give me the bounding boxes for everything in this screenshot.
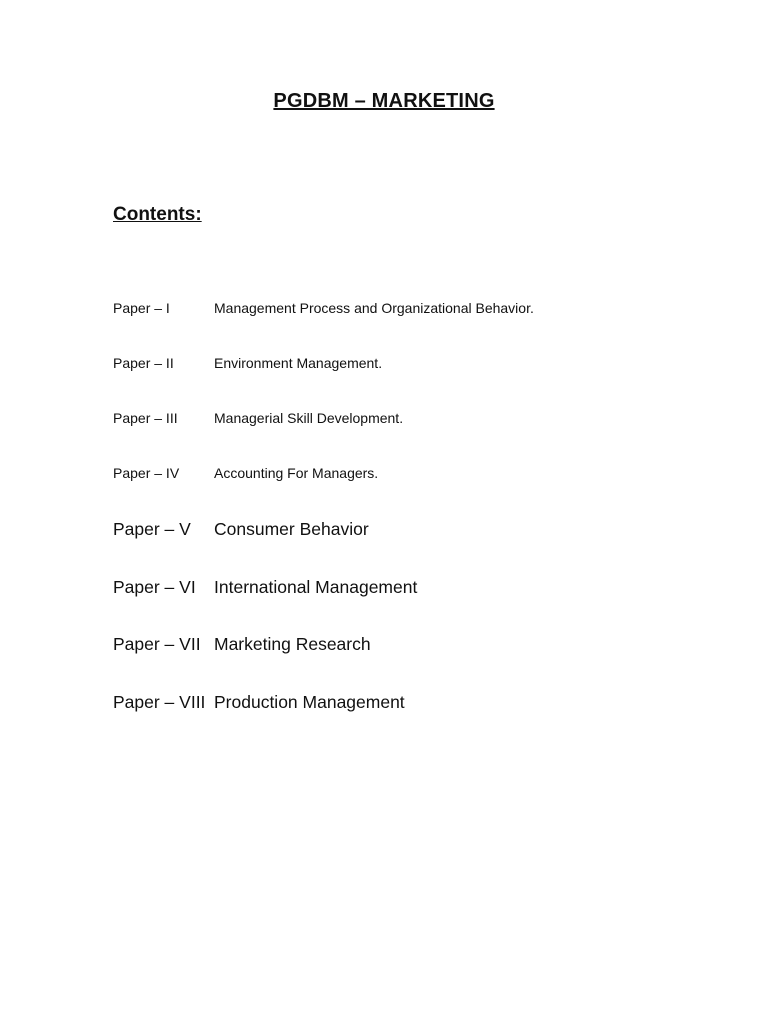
paper-label: Paper – VII (113, 634, 201, 654)
paper-title: Managerial Skill Development. (214, 410, 404, 426)
paper-label: Paper – VIII (113, 692, 206, 712)
paper-title: Management Process and Organizational Behavior. (214, 300, 534, 316)
contents-item (113, 519, 369, 540)
paper-title: International Management (214, 577, 418, 597)
contents-item (113, 692, 405, 713)
paper-label: Paper – III (113, 410, 178, 426)
paper-label: Paper – VI (113, 577, 196, 597)
paper-label: Paper – V (113, 519, 191, 539)
paper-label: Paper – I (113, 300, 170, 316)
paper-label: Paper – IV (113, 465, 180, 481)
paper-label: Paper – II (113, 355, 174, 371)
paper-title: Environment Management. (214, 355, 383, 371)
paper-title: Production Management (214, 692, 405, 712)
contents-item (113, 410, 403, 426)
contents-item (113, 634, 371, 655)
contents-heading: Contents: (113, 204, 202, 225)
contents-item (113, 465, 378, 481)
contents-item (113, 355, 382, 371)
paper-title: Consumer Behavior (214, 519, 369, 539)
contents-item (113, 577, 417, 598)
paper-title: Marketing Research (214, 634, 371, 654)
contents-item (113, 300, 534, 316)
page-title: PGDBM – MARKETING (273, 90, 495, 112)
paper-title: Accounting For Managers. (214, 465, 379, 481)
